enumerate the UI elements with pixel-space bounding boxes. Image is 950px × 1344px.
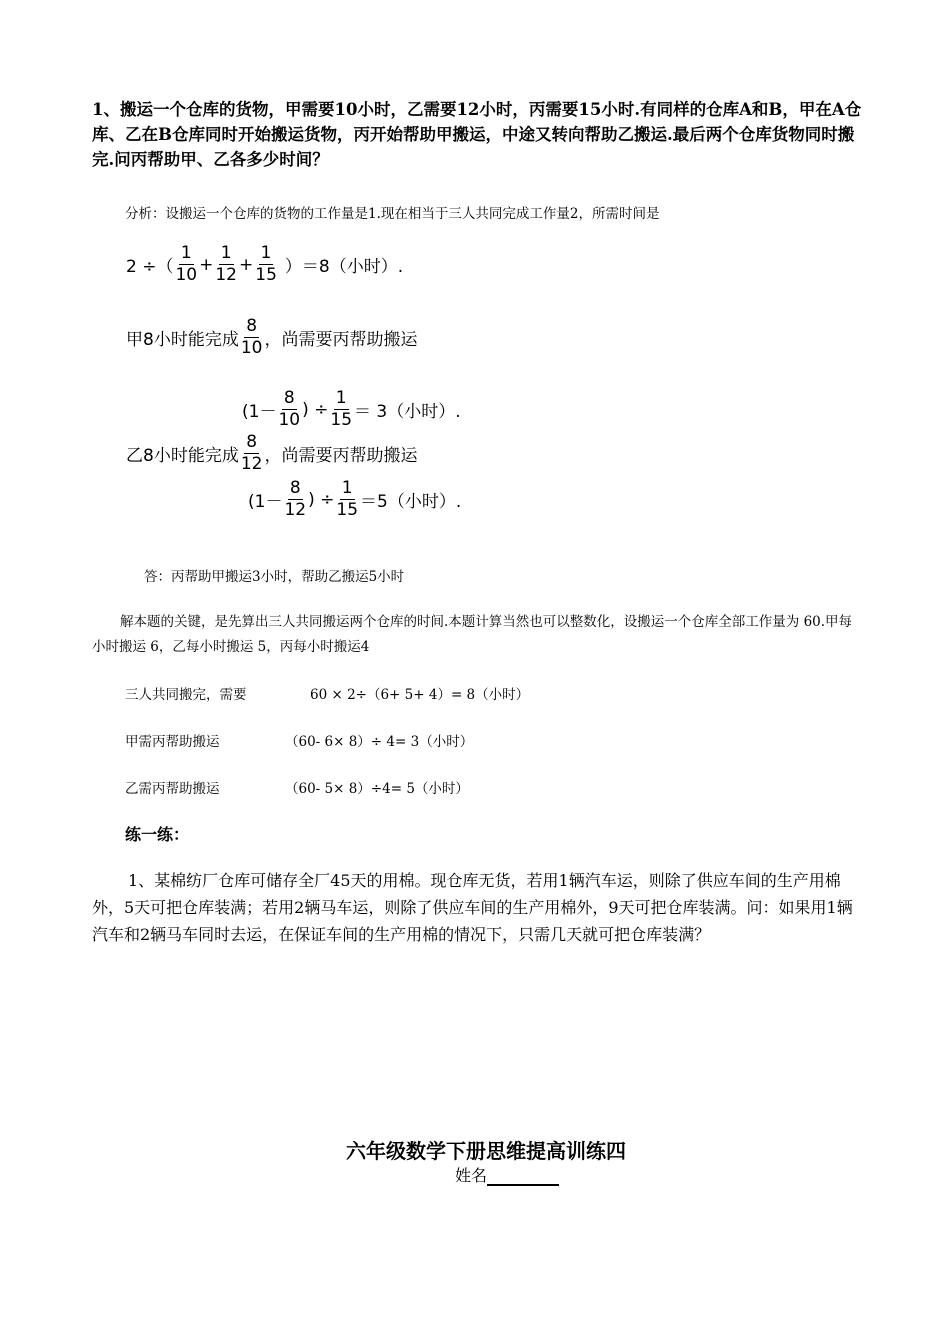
calc-row-jia: 甲需丙帮助搬运 （60- 6× 8）÷ 4= 3（小时） — [125, 734, 474, 750]
equation-jia-help: (1－ $\frac{8}{10}$ ) ÷ $\frac{1}{15}$ ＝ 3（小时）. — [242, 388, 461, 430]
calc-row-yi: 乙需丙帮助搬运 （60- 5× 8）÷4= 5（小时） — [125, 781, 469, 797]
practice-heading: 练一练： — [125, 825, 190, 844]
yi-completion-line: 乙8小时能完成 $\frac{8}{12}$ ，尚需要丙帮助搬运 — [126, 432, 418, 474]
eq1-lead: 2 ÷（ — [126, 257, 174, 277]
problem-1-text: 1、搬运一个仓库的货物，甲需要10小时，乙需要12小时，丙需要15小时.有同样的仓库A和B，甲在A仓库、乙在B仓库同时开始搬运货物，丙开始帮助甲搬运，中途又转向帮助乙搬运.最后两个仓库货物同时搬完.问丙帮助甲、乙各多少时间？ — [92, 100, 862, 169]
equation-total-time: 2 ÷（ $\frac{1}{10}$ + $\frac{1}{12}$ + $\frac{1}{15}$ ）＝8（小时）. — [126, 243, 404, 285]
jia-completion-line: 甲8小时能完成 $\frac{8}{10}$ ，尚需要丙帮助搬运 — [126, 316, 418, 358]
answer-line: 答：丙帮助甲搬运3小时，帮助乙搬运5小时 — [144, 569, 405, 585]
fraction-8-10: $\frac{8}{10}$ — [240, 316, 263, 358]
calc-row-total: 三人共同搬完，需要 60 × 2÷（6+ 5+ 4）= 8（小时） — [125, 687, 530, 703]
worksheet-title: 六年级数学下册思维提高训练四 — [346, 1139, 626, 1163]
name-label: 姓名 — [455, 1166, 488, 1185]
fraction-8-12: $\frac{8}{12}$ — [240, 432, 263, 474]
name-blank-line[interactable] — [487, 1168, 559, 1186]
fraction-1-10: $\frac{1}{10}$ — [175, 243, 198, 285]
practice-problem-1: 1、某棉纺厂仓库可储存全厂45天的用棉。现仓库无货，若用1辆汽车运，则除了供应车间的生产用棉外，5天可把仓库装满；若用2辆马车运，则除了供应车间的生产用棉外，9天可把仓库装满。问：如果用1辆汽车和2辆马车同时去运，在保证车间的生产用棉的情况下，只需几天就可把仓库装满？ — [92, 871, 853, 944]
equation-yi-help: (1－ $\frac{8}{12}$ ) ÷ $\frac{1}{15}$ ＝5（小时）. — [248, 478, 462, 520]
key-insight-paragraph: 解本题的关键，是先算出三人共同搬运两个仓库的时间.本题计算当然也可以整数化，设搬运一个仓库全部工作量为 60.甲每小时搬运 6，乙每小时搬运 5，丙每小时搬运4 — [92, 614, 853, 655]
fraction-1-15: $\frac{1}{15}$ — [255, 243, 277, 285]
analysis-intro: 分析：设搬运一个仓库的货物的工作量是1.现在相当于三人共同完成工作量2，所需时间是 — [125, 206, 660, 222]
fraction-1-12: $\frac{1}{12}$ — [215, 243, 237, 285]
name-field — [455, 1163, 559, 1186]
eq1-tail: ）＝8（小时）. — [284, 257, 404, 277]
